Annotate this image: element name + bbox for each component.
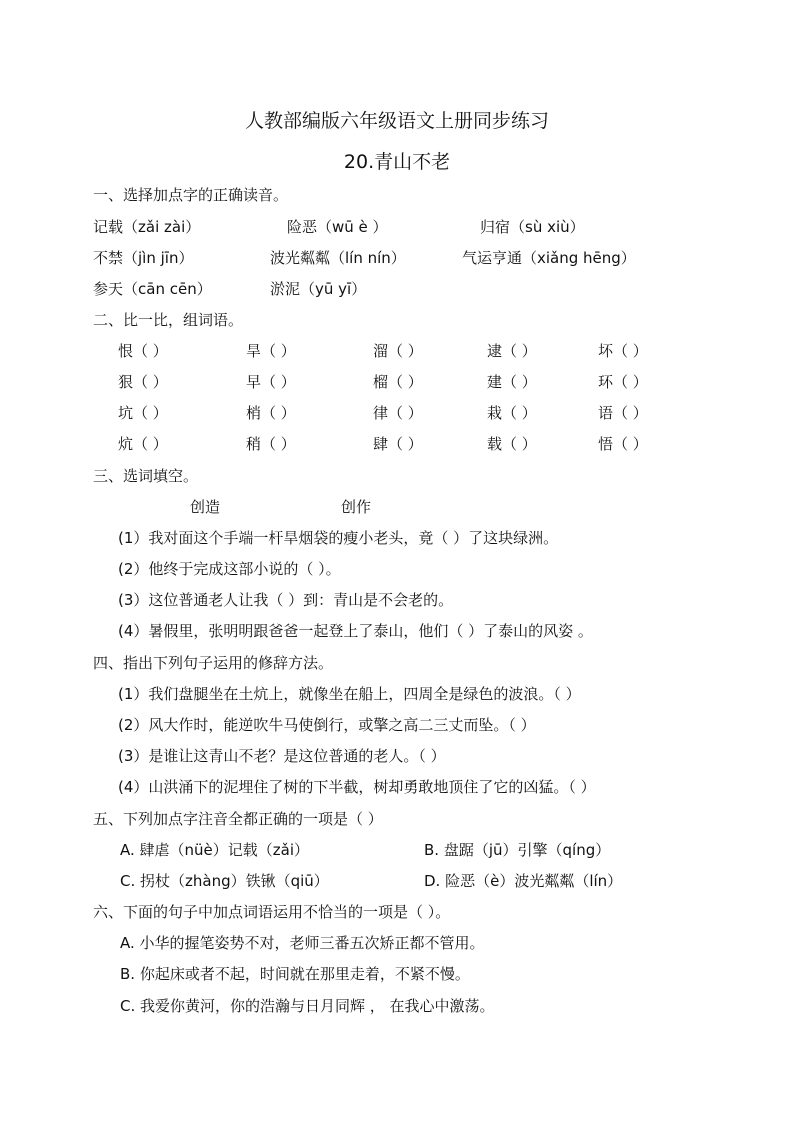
word-cell: 环（ ） bbox=[598, 373, 648, 391]
word-cell: 梢（ ） bbox=[246, 404, 296, 422]
word-cell: 律（ ） bbox=[373, 404, 423, 422]
option-b: B. 你起床或者不起，时间就在那里走着，不紧不慢。 bbox=[120, 965, 470, 983]
option-c: C. 拐杖（zhàng）铁锹（qiū） bbox=[120, 872, 329, 890]
pinyin-item: 波光粼粼（lín nín） bbox=[270, 249, 406, 267]
word-cell: 坏（ ） bbox=[598, 342, 648, 360]
option-b: B. 盘踞（jū）引擎（qíng） bbox=[424, 841, 611, 859]
section-2-heading: 二、比一比，组词语。 bbox=[93, 311, 244, 329]
pinyin-item: 归宿（sù xiù） bbox=[480, 218, 585, 236]
option-c: C. 我爱你黄河，你的浩瀚与日月同辉 ， 在我心中激荡。 bbox=[120, 997, 495, 1015]
section-3-heading: 三、选词填空。 bbox=[93, 467, 199, 485]
section-6-heading: 六、下面的句子中加点词语运用不恰当的一项是（ ）。 bbox=[93, 903, 451, 921]
pinyin-item: 参天（cān cēn） bbox=[93, 280, 212, 298]
pinyin-item: 记载（zǎi zài） bbox=[93, 218, 201, 236]
option-a: A. 肆虐（nüè）记载（zǎi） bbox=[120, 841, 310, 859]
pinyin-item: 淤泥（yū yī） bbox=[270, 280, 367, 298]
question: (3）是谁让这青山不老？是这位普通的老人。（ ） bbox=[118, 747, 446, 765]
pinyin-item: 险恶（wū è ） bbox=[287, 218, 388, 236]
word-cell: 栽（ ） bbox=[487, 404, 537, 422]
question: (3）这位普通老人让我（ ）到：青山是不会老的。 bbox=[118, 591, 454, 609]
word-cell: 坑（ ） bbox=[118, 404, 168, 422]
question: (2）风大作时，能逆吹牛马使倒行，或擎之高二三丈而坠。（ ） bbox=[118, 716, 536, 734]
word-cell: 载（ ） bbox=[487, 435, 537, 453]
word-cell: 稍（ ） bbox=[246, 435, 296, 453]
word-cell: 狠（ ） bbox=[118, 373, 168, 391]
question: (2）他终于完成这部小说的（ ）。 bbox=[118, 560, 341, 578]
page-title: 人教部编版六年级语文上册同步练习 bbox=[244, 110, 549, 132]
question: (1）我们盘腿坐在土炕上，就像坐在船上，四周全是绿色的波浪。（ ） bbox=[118, 685, 581, 703]
word-cell: 炕（ ） bbox=[118, 435, 168, 453]
section-4-heading: 四、指出下列句子运用的修辞方法。 bbox=[93, 654, 334, 672]
word-cell: 恨（ ） bbox=[118, 342, 168, 360]
question: (1）我对面这个手端一杆旱烟袋的瘦小老头，竟（ ）了这块绿洲。 bbox=[118, 529, 559, 547]
question: (4）暑假里，张明明跟爸爸一起登上了泰山，他们（ ）了泰山的风姿 。 bbox=[118, 622, 593, 640]
word-cell: 榴（ ） bbox=[373, 373, 423, 391]
pinyin-item: 不禁（jìn jīn） bbox=[93, 249, 194, 267]
word-choice: 创作 bbox=[341, 498, 372, 516]
word-cell: 语（ ） bbox=[598, 404, 648, 422]
lesson-title: 20.青山不老 bbox=[343, 151, 451, 173]
question: (4）山洪涌下的泥埋住了树的下半截，树却勇敢地顶住了它的凶猛。（ ） bbox=[118, 778, 596, 796]
word-cell: 溜（ ） bbox=[373, 342, 423, 360]
section-1-heading: 一、选择加点字的正确读音。 bbox=[93, 186, 289, 204]
section-5-heading: 五、下列加点字注音全都正确的一项是（ ） bbox=[93, 810, 383, 828]
word-cell: 早（ ） bbox=[246, 373, 296, 391]
option-d: D. 险恶（è）波光粼粼（lín） bbox=[424, 872, 623, 890]
word-cell: 肆（ ） bbox=[373, 435, 423, 453]
word-cell: 逮（ ） bbox=[487, 342, 537, 360]
word-cell: 建（ ） bbox=[487, 373, 537, 391]
word-choice: 创造 bbox=[190, 498, 221, 516]
option-a: A. 小华的握笔姿势不对，老师三番五次矫正都不管用。 bbox=[120, 934, 485, 952]
word-cell: 悟（ ） bbox=[598, 435, 648, 453]
pinyin-item: 气运亨通（xiǎng hēng） bbox=[462, 249, 636, 267]
word-cell: 旱（ ） bbox=[246, 342, 296, 360]
